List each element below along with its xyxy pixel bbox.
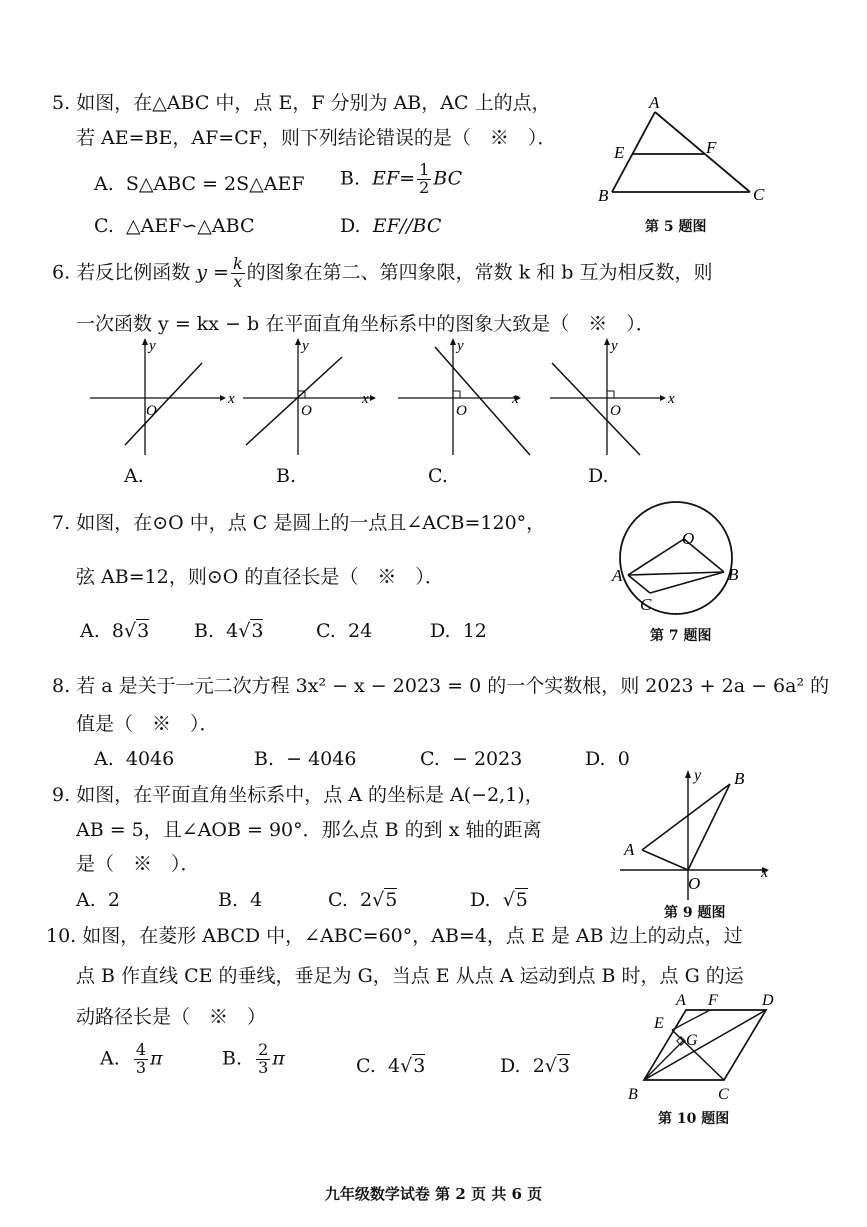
- svg-text:y: y: [457, 338, 464, 354]
- q9-line2: AB = 5，且∠AOB = 90°．那么点 B 的到 x 轴的距离: [76, 819, 542, 841]
- q9-line3: 是（ ※ ）．: [76, 853, 200, 875]
- q7-option-a: A. 8√3: [80, 620, 150, 642]
- q6-graph-d: [550, 338, 675, 455]
- page-footer: 九年级数学试卷 第 2 页 共 6 页: [324, 1185, 543, 1203]
- svg-text:x: x: [668, 391, 675, 407]
- q10-point-a: A: [676, 992, 686, 1009]
- q10-line2: 点 B 作直线 CE 的垂线，垂足为 G，当点 E 从点 A 运动到点 B 时，点 G 的运: [76, 965, 744, 987]
- q10-option-a: A. $\frac{4}{3}$ π: [100, 1040, 163, 1077]
- q9-line1: 9. 如图，在平面直角坐标系中，点 A 的坐标是 A(−2,1)，: [52, 784, 544, 806]
- q5-point-f: F: [706, 138, 717, 157]
- q10-line3: 动路径长是（ ※ ）: [76, 1006, 267, 1028]
- q9-caption: 第 9 题图: [664, 905, 726, 921]
- q9-option-c: C. 2√5: [328, 889, 398, 911]
- q8-option-c: C. − 2023: [420, 748, 523, 770]
- q9-option-d: D. √5: [470, 889, 528, 911]
- q7-line2: 弦 AB=12，则⊙O 的直径长是（ ※ ）．: [76, 566, 444, 588]
- q7-point-o: O: [682, 529, 695, 548]
- q9-axis-x: x: [761, 864, 769, 881]
- svg-text:O: O: [456, 403, 467, 419]
- q6-label-d: D.: [588, 465, 609, 487]
- q10-point-f: F: [708, 992, 718, 1009]
- q8-line2: 值是（ ※ ）．: [76, 713, 219, 735]
- q6-graph-a: [90, 338, 235, 455]
- q8-option-d: D. 0: [585, 748, 630, 770]
- q10-option-c: C. 4√3: [356, 1055, 426, 1077]
- q5-option-a: A. S△ABC = 2S△AEF: [94, 173, 305, 195]
- q6-graph-c: [398, 338, 530, 455]
- q7-point-a: A: [612, 566, 623, 585]
- q6-label-c: C.: [428, 465, 448, 487]
- q5-point-b: B: [598, 186, 609, 205]
- q7-option-d: D. 12: [430, 620, 487, 642]
- q5-option-c: C. △AEF∽△ABC: [94, 215, 255, 237]
- q9-figure: [612, 762, 782, 902]
- q8-option-b: B. − 4046: [254, 748, 357, 770]
- q10-line1: 10. 如图，在菱形 ABCD 中，∠ABC=60°，AB=4，点 E 是 AB 边上的动点，过: [46, 925, 743, 947]
- q9-point-a: A: [624, 840, 635, 859]
- q7-point-c: C: [640, 595, 652, 614]
- q6-label-b: B.: [276, 465, 297, 487]
- q10-point-c: C: [718, 1086, 729, 1103]
- svg-text:y: y: [149, 338, 156, 354]
- svg-text:x: x: [362, 391, 369, 407]
- q6-graph-b: [243, 338, 376, 455]
- svg-text:x: x: [228, 391, 235, 407]
- q6-label-a: A.: [124, 465, 144, 487]
- q10-point-b: B: [628, 1086, 638, 1103]
- svg-text:O: O: [610, 403, 621, 419]
- q10-point-g: G: [686, 1032, 698, 1049]
- svg-text:O: O: [301, 403, 312, 419]
- q5-option-d: D. EF//BC: [340, 215, 442, 237]
- q7-figure: [606, 492, 756, 627]
- q9-option-b: B. 4: [218, 889, 263, 911]
- svg-text:O: O: [146, 403, 157, 419]
- q8-option-a: A. 4046: [94, 748, 175, 770]
- q6-line1: 6. 若反比例函数 y = $\frac{k}{x}$ 的图象在第二、第四象限，常数 k 和 b 互为相反数，则: [52, 254, 713, 291]
- q10-point-d: D: [762, 992, 774, 1009]
- q7-caption: 第 7 题图: [650, 628, 712, 644]
- svg-text:y: y: [302, 338, 309, 354]
- q5-line1: 5. 如图，在△ABC 中，点 E，F 分别为 AB，AC 上的点，: [52, 92, 551, 114]
- q5-line2: 若 AE=BE，AF=CF，则下列结论错误的是（ ※ ）．: [76, 127, 557, 149]
- svg-text:x: x: [512, 391, 519, 407]
- q5-option-b: B. EF= $\frac{1}{2}$ BC: [340, 160, 463, 197]
- q5-figure: [590, 92, 780, 212]
- svg-text:y: y: [611, 338, 618, 354]
- q10-caption: 第 10 题图: [658, 1111, 730, 1127]
- q5-point-e: E: [614, 143, 625, 162]
- q5-point-c: C: [753, 185, 765, 204]
- q7-option-b: B. 4√3: [194, 620, 264, 642]
- q10-option-b: B. $\frac{2}{3}$ π: [222, 1040, 285, 1077]
- q10-point-e: E: [654, 1015, 664, 1032]
- q5-point-a: A: [649, 93, 660, 112]
- q7-point-b: B: [728, 565, 739, 584]
- q6-line2: 一次函数 y = kx − b 在平面直角坐标系中的图象大致是（ ※ ）．: [76, 313, 655, 335]
- q10-figure: [620, 988, 800, 1108]
- q7-option-c: C. 24: [316, 620, 373, 642]
- q8-line1: 8. 若 a 是关于一元二次方程 3x² − x − 2023 = 0 的一个实数根，则 2023 + 2a − 6a² 的: [52, 675, 830, 697]
- q7-line1: 7. 如图，在⊙O 中，点 C 是圆上的一点且∠ACB=120°，: [52, 512, 546, 534]
- q9-option-a: A. 2: [76, 889, 120, 911]
- q10-option-d: D. 2√3: [500, 1055, 570, 1077]
- q9-axis-y: y: [694, 767, 702, 784]
- q5-caption: 第 5 题图: [645, 219, 707, 235]
- q9-origin: O: [688, 874, 701, 893]
- q9-point-b: B: [734, 769, 745, 788]
